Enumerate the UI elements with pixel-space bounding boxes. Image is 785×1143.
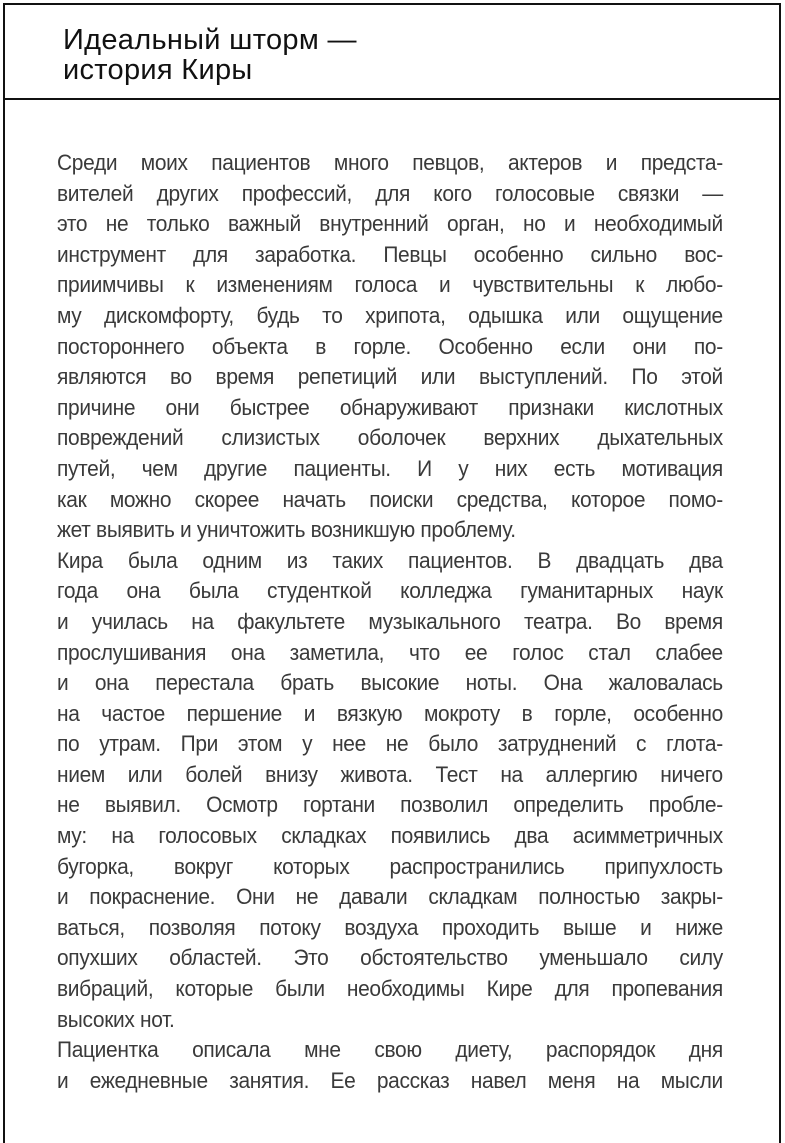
text-line: Среди моих пациентов много певцов, актеров и предста-	[57, 150, 723, 175]
text-line: по утрам. При этом у нее не было затруднений с глота-	[57, 731, 723, 757]
paragraph-3	[57, 1035, 723, 1096]
text-line: му дискомфорту, будь то хрипота, одышка или ощущение	[57, 302, 723, 328]
paragraph-1	[57, 148, 723, 546]
text-line: инструмент для заработка. Певцы особенно сильно вос-	[57, 241, 723, 267]
text-line: не выявил. Осмотр гортани позволил определить пробле-	[57, 792, 723, 818]
text-line: прослушивания она заметила, что ее голос стал слабее	[57, 639, 723, 665]
text-line: и она перестала брать высокие ноты. Она жаловалась	[57, 670, 723, 696]
text-line: путей, чем другие пациенты. И у них есть мотивация	[57, 455, 723, 481]
text-line: как можно скорее начать поиски средства, которое помо-	[57, 486, 723, 512]
chapter-title	[63, 25, 357, 85]
text-line: причине они быстрее обнаруживают признаки кислотных	[57, 394, 723, 420]
text-line: ваться, позволяя потоку воздуха проходить выше и ниже	[57, 914, 723, 940]
chapter-title-line-1: Идеальный шторм —	[63, 24, 357, 56]
text-line: бугорка, вокруг которых распространились припухлость	[57, 853, 723, 879]
text-line: высоких нот.	[57, 1006, 175, 1032]
body-text	[57, 148, 723, 1096]
text-line: приимчивы к изменениям голоса и чувствительны к любо-	[57, 272, 723, 298]
text-line: вибраций, которые были необходимы Кире для пропевания	[57, 976, 723, 1002]
text-line: му: на голосовых складках появились два асимметричных	[57, 823, 723, 849]
paragraph-2	[57, 546, 723, 1036]
text-line: нием или болей внизу живота. Тест на аллергию ничего	[57, 761, 723, 787]
text-line: года она была студенткой колледжа гуманитарных наук	[57, 578, 723, 604]
text-line: и училась на факультете музыкального театра. Во время	[57, 608, 723, 634]
text-line: на частое першение и вязкую мокроту в горле, особенно	[57, 700, 723, 726]
text-line: вителей других профессий, для кого голосовые связки —	[57, 180, 723, 206]
text-line: жет выявить и уничтожить возникшую проблему.	[57, 517, 516, 543]
text-line: являются во время репетиций или выступлений. По этой	[57, 364, 723, 390]
text-line: постороннего объекта в горле. Особенно если они по-	[57, 333, 723, 359]
chapter-header	[5, 5, 779, 100]
text-line: Пациентка описала мне свою диету, распорядок дня	[57, 1037, 723, 1063]
text-line: повреждений слизистых оболочек верхних дыхательных	[57, 425, 723, 451]
text-line: и покраснение. Они не давали складкам полностью закры-	[57, 884, 723, 910]
text-line: опухших областей. Это обстоятельство уменьшало силу	[57, 945, 723, 971]
text-line: и ежедневные занятия. Ее рассказ навел меня на мысли	[57, 1067, 723, 1093]
text-line: Кира была одним из таких пациентов. В двадцать два	[57, 547, 723, 573]
text-line: это не только важный внутренний орган, но и необходимый	[57, 211, 723, 237]
chapter-title-line-2: история Киры	[63, 54, 253, 86]
